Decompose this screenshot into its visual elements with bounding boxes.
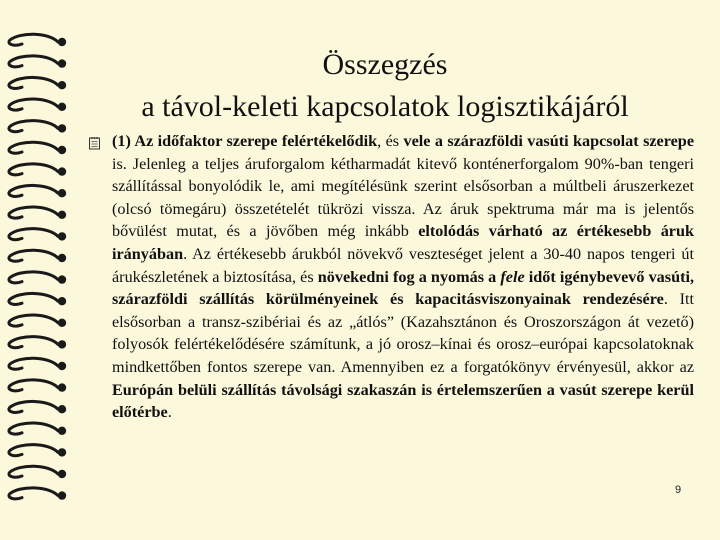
spiral-ring-icon bbox=[9, 121, 66, 133]
notepad-bullet-icon bbox=[88, 136, 102, 150]
bullet-paragraph bbox=[112, 130, 694, 424]
spiral-ring-icon bbox=[9, 315, 66, 327]
emph-shift-valuable-goods: eltolódás várható az értékesebb áruk irányában bbox=[112, 222, 695, 263]
spiral-ring-icon bbox=[9, 99, 66, 111]
spiral-ring-icon bbox=[9, 77, 66, 89]
emph-time-factor: (1) Az időfaktor szerepe felértékelődik bbox=[112, 132, 378, 150]
title-line-1: Összegzés bbox=[322, 48, 448, 81]
spiral-ring-icon bbox=[9, 250, 66, 262]
spiral-ring-icon bbox=[9, 488, 66, 500]
spiral-ring-icon bbox=[9, 445, 66, 457]
slide-title bbox=[70, 44, 700, 128]
spiral-ring-icon bbox=[9, 164, 66, 176]
text-segment: . bbox=[167, 403, 172, 422]
spiral-ring-icon bbox=[9, 272, 66, 284]
emph-half-italic: fele bbox=[500, 267, 525, 286]
emph-pressure: növekedni fog a nyomás a bbox=[317, 267, 501, 286]
spiral-ring-icon bbox=[9, 293, 66, 305]
spiral-ring-icon bbox=[9, 207, 66, 219]
title-line-2: a távol-keleti kapcsolatok logisztikájáról bbox=[141, 90, 629, 123]
emph-rail-conditions: időt igénybevevő vasúti, szárazföldi szállítás körülményeinek és kapacitásviszonyainak rendezésére bbox=[112, 267, 695, 309]
spiral-binding bbox=[0, 0, 80, 540]
spiral-ring-icon bbox=[9, 401, 66, 413]
spiral-ring-icon bbox=[9, 56, 66, 68]
spiral-ring-icon bbox=[9, 337, 66, 349]
spiral-ring-icon bbox=[9, 229, 66, 241]
spiral-ring-icon bbox=[9, 185, 66, 197]
spiral-ring-icon bbox=[9, 423, 66, 435]
text-segment: , és bbox=[377, 132, 404, 150]
spiral-ring-icon bbox=[9, 142, 66, 154]
spiral-ring-icon bbox=[9, 34, 66, 46]
spiral-ring-icon bbox=[9, 466, 66, 478]
spiral-ring-icon bbox=[9, 358, 66, 370]
text-segment: . Az értékesebb árukból növekvő veszteséget jelent a 30-40 napos tengeri út árukészletének a biztosítása, és bbox=[112, 244, 694, 286]
spiral-ring-icon bbox=[9, 380, 66, 392]
text-segment: is. Jelenleg a teljes áruforgalom kétharmadát kitevő konténerforgalom 90%-ban tengeri szállítással bonyolódik le, ami megítélésünk szerint elsősorban a múltbeli áruszerkezet (olcsó tömegáru) összetételét tükrözi vissza. Az áruk spektruma már ma is jelentős bővülést mutat, és a jövőben még inkább bbox=[112, 154, 694, 241]
text-segment: . Itt elsősorban a transz-szibériai és az „átlós” (Kazahsztánon és Oroszországon át vezető) folyosók felértékelődésére számítunk, a jó orosz–kínai és orosz–európai kapcsolatoknak mindkettőben fontos szerepe van. Amennyiben ez a forgatókönyv érvényesül, akkor az bbox=[112, 290, 694, 376]
page-number: 9 bbox=[675, 484, 682, 496]
emph-europe-rail: Európán belüli szállítás távolsági szakaszán is értelemszerűen a vasút szerepe kerül előtérbe bbox=[112, 380, 694, 422]
emph-rail-role: vele a szárazföldi vasúti kapcsolat szerepe bbox=[403, 132, 694, 150]
